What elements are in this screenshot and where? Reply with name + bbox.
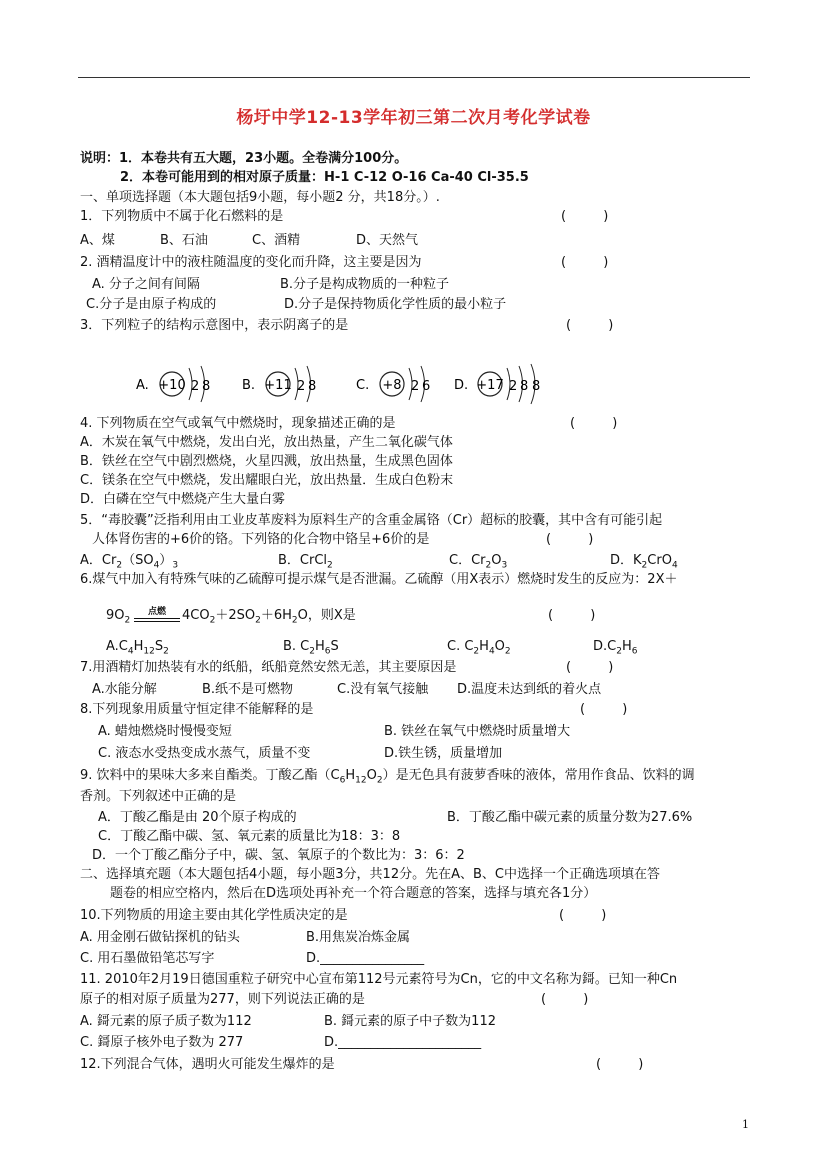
q5-option-a: A．$Cr_2(SO_4)_3$ [80, 553, 179, 571]
reaction-arrow [134, 608, 180, 622]
q8-option-b: B. 铁丝在氧气中燃烧时质量增大 [384, 724, 571, 739]
q10-stem: 10.下列物质的用途主要由其化学性质决定的是 [80, 908, 348, 923]
atom-b-shell-1: 2 [297, 379, 306, 394]
q4-option-b: B．铁丝在空气中剧烈燃烧，火星四溅，放出热量，生成黑色固体 [80, 454, 453, 469]
q10-option-d: D.________________ [306, 951, 425, 966]
atom-d-nucleus: +17 [476, 378, 504, 393]
q2-option-a: A. 分子之间有间隔 [92, 277, 200, 292]
q6-stem: 6.煤气中加入有特殊气味的乙硫醇可提示煤气是否泄漏。乙硫醇（用X表示）燃烧时发生的反应为：2X＋ [80, 572, 678, 587]
q11-stem-line-2: 原子的相对原子质量为277，则下列说法正确的是 [80, 992, 365, 1007]
q4-answer-blank: ( ) [570, 416, 618, 431]
q11-option-b: B. 鎶元素的原子中子数为112 [324, 1014, 496, 1029]
atom-d-shell-3: 8 [532, 379, 541, 394]
atom-c-shell-2: 6 [422, 379, 431, 394]
q7-option-d: D.温度未达到纸的着火点 [457, 682, 602, 697]
atom-c-letter: C. [356, 378, 370, 393]
q6-option-a: $A.C_4H_{12}S_2$ [106, 639, 169, 657]
q9-option-a: A．丁酸乙酯是由 20个原子构成的 [98, 810, 297, 825]
header-rule [78, 77, 750, 78]
q9-stem-line-2: 香剂。下列叙述中正确的是 [80, 789, 237, 804]
q9-option-c: C．丁酸乙酯中碳、氢、氧元素的质量比为18：3：8 [98, 829, 401, 844]
q1-stem: 1．下列物质中不属于化石燃料的是 [80, 209, 284, 224]
q9-stem-line-1: 9. 饮料中的果味大多来自酯类。丁酸乙酯$(C_6H_{12}O_2)$是无色具有菠萝香味的液体，常用作食品、饮料的调 [80, 768, 695, 786]
page-title: 杨圩中学12-13学年初三第二次月考化学试卷 [236, 108, 591, 128]
q6-option-c: C. $C_2H_4O_2$ [447, 639, 511, 657]
q11-option-a: A. 鎶元素的原子质子数为112 [80, 1014, 252, 1029]
q3-answer-blank: ( ) [566, 318, 614, 333]
q2-option-b: B.分子是构成物质的一种粒子 [280, 277, 450, 292]
q8-option-c: C. 液态水受热变成水蒸气，质量不变 [98, 746, 311, 761]
q10-option-c: C. 用石墨做铅笔芯写字 [80, 951, 215, 966]
note-line-2: 2．本卷可能用到的相对原子质量：H-1 C-12 O-16 Ca-40 Cl-35.5 [120, 170, 529, 185]
reaction-condition-label: 点燃 [147, 607, 166, 617]
q11-answer-blank: ( ) [541, 992, 589, 1007]
q4-option-d: D．白磷在空气中燃烧产生大量白雾 [80, 492, 286, 507]
q5-option-b: B．CrCl$_2$ [278, 553, 333, 571]
q4-stem: 4. 下列物质在空气或氧气中燃烧时，现象描述正确的是 [80, 416, 396, 431]
q8-stem: 8.下列现象用质量守恒定律不能解释的是 [80, 702, 314, 717]
note-line-1: 说明：1．本卷共有五大题，23小题。全卷满分100分。 [80, 151, 408, 166]
q1-answer-blank: ( ) [561, 209, 609, 224]
atom-a-letter: A. [136, 378, 149, 393]
q12-stem: 12.下列混合气体，遇明火可能发生爆炸的是 [80, 1057, 335, 1072]
atom-d-letter: D. [454, 378, 469, 393]
atom-b-letter: B. [242, 378, 256, 393]
q9-option-d: D．一个丁酸乙酯分子中，碳、氢、氧原子的个数比为：3：6：2 [92, 848, 465, 863]
atom-diagram-c [356, 366, 430, 402]
q8-option-a: A. 蜡烛燃烧时慢慢变短 [98, 724, 232, 739]
atom-diagram-a [136, 366, 210, 402]
q6-equation-rhs: $4CO_2+2SO_2+6H_2O$，则X是 [182, 608, 356, 626]
q5-answer-blank: ( ) [546, 532, 594, 547]
q2-option-c: C.分子是由原子构成的 [86, 297, 217, 312]
q5-stem-line-2: 人体肾伤害的+6价的铬。下列铬的化合物中铬呈+6价的是 [92, 532, 430, 547]
q2-answer-blank: ( ) [561, 255, 609, 270]
atom-d-shell-1: 2 [509, 379, 518, 394]
q1-option-d: D、天然气 [356, 233, 419, 248]
q6-option-b: B. $C_2H_6S$ [283, 639, 339, 657]
q7-answer-blank: ( ) [566, 660, 614, 675]
atom-diagram-d [454, 364, 540, 404]
q12-answer-blank: ( ) [596, 1057, 644, 1072]
q4-option-a: A．木炭在氧气中燃烧，发出白光，放出热量，产生二氧化碳气体 [80, 435, 453, 450]
section-2-heading-line-1: 二、选择填充题（本大题包括4小题，每小题3分，共12分。先在A、B、C中选择一个正确选项填在答 [80, 867, 660, 882]
atom-b-shell-2: 8 [308, 379, 317, 394]
q9-option-b: B．丁酸乙酯中碳元素的质量分数为27.6% [447, 810, 693, 825]
q6-equation-lhs: $9O_2$ [106, 608, 131, 626]
atom-b-nucleus: +11 [264, 378, 292, 393]
atom-c-nucleus: +8 [382, 378, 402, 393]
q11-stem-line-1: 11. 2010年2月19日德国重粒子研究中心宣布第112号元素符号为Cn，它的中文名称为鎶。已知一种Cn [80, 972, 678, 987]
q5-stem-line-1: 5．“毒胶囊”泛指利用由工业皮革废料为原料生产的含重金属铬（Cr）超标的胶囊，其中含有可能引起 [80, 513, 663, 528]
atom-d-shell-2: 8 [520, 379, 529, 394]
q10-option-b: B.用焦炭冶炼金属 [306, 930, 411, 945]
atom-a-shell-1: 2 [191, 379, 200, 394]
q6-option-d: $D.C_2H_6$ [593, 639, 638, 657]
atom-a-nucleus: +10 [158, 378, 186, 393]
section-2-heading-line-2: 题卷的相应空格内，然后在D选项处再补充一个符合题意的答案，选择与填充各1分） [110, 886, 597, 901]
q7-stem: 7.用酒精灯加热装有水的纸船，纸船竟然安然无恙，其主要原因是 [80, 660, 457, 675]
section-1-heading: 一、单项选择题（本大题包括9小题，每小题2 分，共18分。）. [80, 190, 440, 205]
atom-structure-diagrams [132, 362, 552, 408]
q1-option-b: B、石油 [160, 233, 208, 248]
q3-stem: 3．下列粒子的结构示意图中，表示阴离子的是 [80, 318, 349, 333]
q5-option-d: D．$K_2CrO_4$ [610, 553, 678, 571]
q1-option-a: A、煤 [80, 233, 115, 248]
q10-option-a: A. 用金刚石做钻探机的钻头 [80, 930, 240, 945]
atom-a-shell-2: 8 [202, 379, 211, 394]
q7-option-c: C.没有氧气接触 [337, 682, 429, 697]
page-number: 1 [742, 1118, 749, 1131]
q7-option-b: B.纸不是可燃物 [202, 682, 294, 697]
q5-option-c: C．$Cr_2O_3$ [449, 553, 508, 571]
q11-option-d: D.______________________ [324, 1035, 482, 1050]
q2-option-d: D.分子是保持物质化学性质的最小粒子 [284, 297, 507, 312]
q2-stem: 2. 酒精温度计中的液柱随温度的变化而升降，这主要是因为 [80, 255, 422, 270]
q4-option-c: C．镁条在空气中燃烧，发出耀眼白光，放出热量．生成白色粉末 [80, 473, 454, 488]
q1-option-c: C、酒精 [252, 233, 301, 248]
q7-option-a: A.水能分解 [92, 682, 157, 697]
q10-answer-blank: ( ) [559, 908, 607, 923]
atom-diagram-b [242, 366, 316, 402]
atom-c-shell-1: 2 [411, 379, 420, 394]
q8-answer-blank: ( ) [580, 702, 628, 717]
q11-option-c: C. 鎶原子核外电子数为 277 [80, 1035, 244, 1050]
q6-answer-blank: ( ) [548, 608, 596, 623]
q8-option-d: D.铁生锈，质量增加 [384, 746, 503, 761]
